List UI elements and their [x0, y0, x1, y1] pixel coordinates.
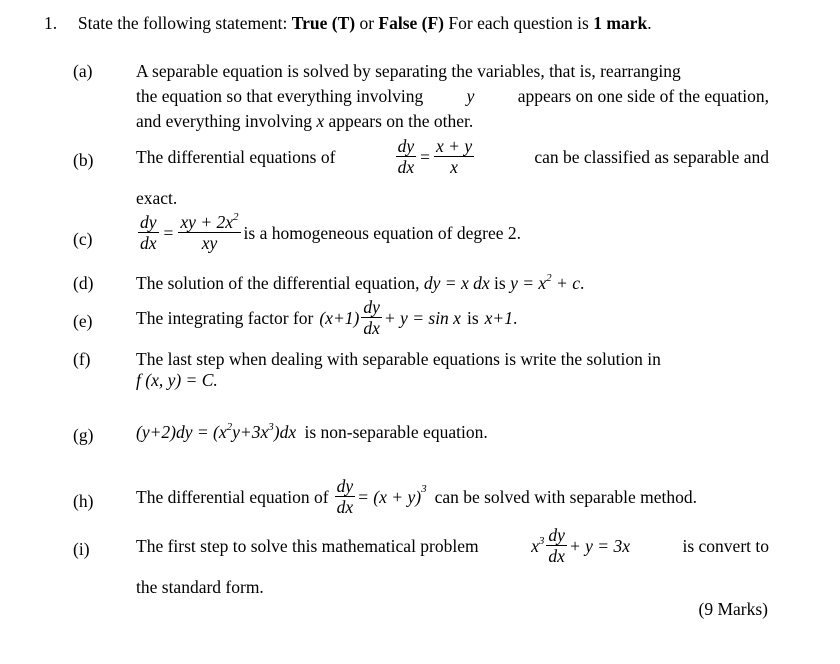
item-c-dx: dx — [140, 233, 157, 254]
item-e-paren: (x+1) — [319, 307, 360, 328]
item-h-post: can be solved with separable method. — [434, 486, 697, 507]
item-d-eq2b: + c — [556, 273, 580, 293]
item-h-text — [136, 477, 697, 517]
marks-text: For each question is — [444, 13, 594, 33]
item-g-text — [136, 421, 488, 444]
item-h-dy: dy — [336, 476, 354, 496]
item-e-dy: dy — [363, 297, 380, 317]
item-b-rhs — [434, 137, 474, 177]
item-d-pre: The solution of the differential equation, — [136, 273, 420, 293]
item-c-rhs — [178, 213, 240, 253]
item-g-eq-b: y+3x — [232, 422, 269, 442]
item-h-sup: 3 — [421, 482, 427, 495]
item-a-var-y: y — [466, 85, 475, 106]
item-b-rhs-den: x — [450, 157, 458, 178]
item-i-rest: + y = 3x — [568, 535, 630, 556]
item-a-line1 — [136, 60, 769, 83]
item-i-equation — [531, 526, 630, 566]
item-g-eq-c: )dx — [273, 422, 297, 442]
question-intro: State the following statement: — [77, 13, 292, 33]
item-g-sup2: 3 — [268, 421, 274, 434]
item-a-line1-text: A separable equation is solved by separating the variables, that is, rearranging — [136, 61, 681, 81]
item-i-dx: dx — [548, 546, 565, 567]
item-c-text — [136, 213, 521, 253]
item-e-pre: The integrating factor for — [136, 307, 314, 328]
item-a-line2-text: the equation so that everything involving — [136, 85, 424, 106]
item-a-line3-text: and everything involving — [136, 110, 312, 131]
item-label-g: (g) — [73, 425, 94, 445]
or-text: or — [355, 13, 379, 33]
item-g-eq — [136, 422, 296, 442]
item-h-dx: dx — [336, 497, 354, 518]
item-b-equation — [394, 137, 477, 177]
item-f-line1 — [136, 348, 769, 371]
item-f-text — [136, 348, 769, 392]
item-a-line2-text-b: appears on one side of the equation, — [517, 85, 769, 106]
item-c-equals: = — [163, 222, 174, 243]
item-i-pre: The first step to solve this mathematical problem — [136, 535, 479, 556]
item-d-text — [136, 272, 584, 295]
item-b-equals: = — [420, 146, 431, 167]
true-label: True (T) — [291, 13, 356, 33]
item-label-i: (i) — [73, 539, 90, 559]
item-label-b: (b) — [73, 150, 94, 170]
item-b-pre: The differential equations of — [136, 146, 336, 167]
item-f-line2-text: f (x, y) = C. — [136, 369, 218, 390]
item-a-var-x: x — [316, 110, 325, 131]
item-d-eq2 — [510, 273, 580, 293]
item-d-sup: 2 — [546, 272, 552, 285]
question-header — [44, 12, 652, 35]
item-label-a: (a) — [73, 61, 93, 81]
item-a-line3-text-b: appears on the other. — [328, 110, 474, 131]
item-i-x3 — [531, 535, 544, 558]
item-g-post: is non-separable equation. — [304, 422, 488, 442]
item-i-text — [136, 526, 769, 566]
item-label-h: (h) — [73, 491, 94, 511]
question-number: 1. — [44, 13, 58, 33]
item-label-d: (d) — [73, 273, 94, 293]
item-c-dydx — [138, 213, 159, 253]
mark-label: 1 mark — [593, 13, 648, 33]
item-i-sup: 3 — [538, 534, 545, 547]
item-c-dy: dy — [140, 212, 157, 232]
item-g-sup1: 2 — [226, 421, 233, 434]
item-i-dydx — [546, 526, 567, 566]
item-e-ans: x+1 — [484, 307, 513, 328]
item-i-post: is convert to — [682, 535, 769, 556]
item-g-eq-a: (y+2)dy = (x — [136, 422, 227, 442]
item-c-post: is a homogeneous equation of degree 2. — [243, 222, 522, 243]
item-b-text — [136, 137, 769, 177]
false-label: False (F) — [378, 13, 445, 33]
item-i-x: x — [531, 535, 539, 556]
item-h-pre: The differential equation of — [136, 486, 329, 507]
item-d-end: . — [579, 273, 585, 293]
item-b-post: can be classified as separable and — [534, 146, 769, 167]
item-i-cont: the standard form. — [136, 577, 264, 597]
item-b-dydx — [396, 137, 417, 177]
item-c-rhs-num-text: xy + 2x — [180, 212, 234, 232]
item-label-f: (f) — [73, 349, 91, 369]
total-marks: (9 Marks) — [698, 599, 768, 619]
item-d-eq2a: y = x — [510, 273, 547, 293]
item-e-dydx — [361, 298, 382, 338]
item-h-dydx — [335, 477, 356, 517]
item-label-c: (c) — [73, 229, 93, 249]
item-i-dy: dy — [548, 525, 565, 545]
item-d-mid: is — [494, 273, 506, 293]
item-e-mid: is — [466, 307, 479, 328]
item-e-rest: + y = sin x — [383, 307, 461, 328]
item-h-eq-a: = (x + y) — [357, 486, 422, 507]
item-e-end: . — [512, 307, 518, 328]
item-c-rhs-den: xy — [201, 233, 218, 254]
item-f-line1-text: The last step when dealing with separable equations is write the solution in — [136, 349, 661, 369]
period: . — [647, 13, 652, 33]
item-c-rhs-num — [178, 213, 240, 233]
item-b-dx: dx — [397, 157, 415, 178]
item-label-e: (e) — [73, 311, 93, 331]
item-d-eq1: dy = x dx — [423, 273, 490, 293]
item-b-dy: dy — [397, 136, 415, 156]
item-c-sup: 2 — [233, 211, 239, 224]
item-e-text — [136, 298, 517, 338]
item-e-dx: dx — [363, 318, 380, 339]
item-h-eq — [357, 482, 427, 509]
item-a-text — [136, 60, 769, 132]
item-a-line2 — [136, 85, 769, 108]
item-a-line3 — [136, 110, 769, 133]
item-b-cont: exact. — [136, 188, 178, 208]
item-f-line2 — [136, 369, 769, 392]
item-b-rhs-num: x + y — [436, 136, 473, 156]
